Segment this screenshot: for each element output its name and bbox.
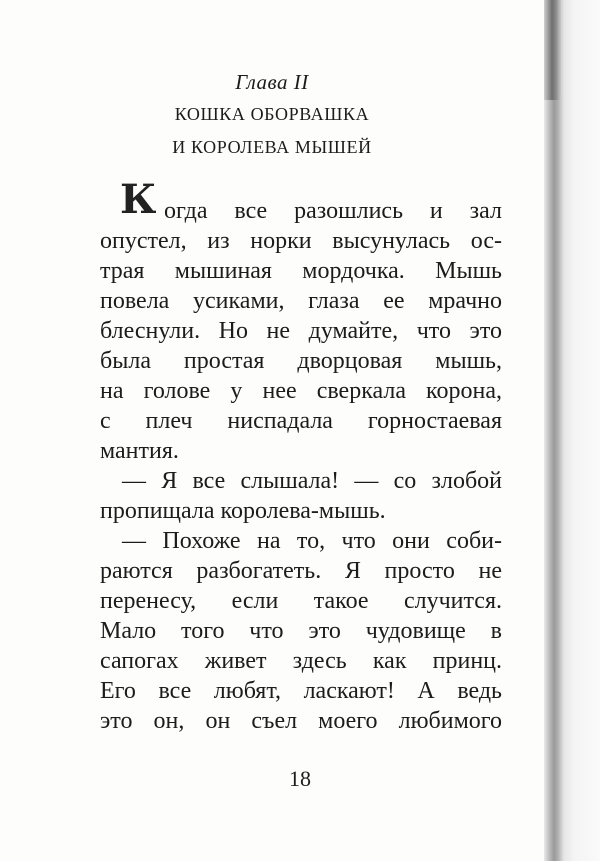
text-line-12: — Похоже на то, что они соби- — [122, 528, 502, 554]
text-line-7: на голове у нее сверкала корона, — [100, 378, 502, 404]
text-line-13: раются разбогатеть. Я просто не — [100, 558, 502, 584]
chapter-title-line-2: И КОРОЛЕВА МЫШЕЙ — [172, 137, 372, 157]
text-line-2: опустел, из норки высунулась ос- — [100, 228, 502, 254]
text-line-14: перенесу, если такое случится. — [100, 588, 502, 614]
book-spine-dark-edge — [544, 0, 562, 100]
text-line-1: огда все разошлись и зал — [164, 198, 502, 224]
text-line-4: повела усиками, глаза ее мрачно — [100, 288, 502, 314]
chapter-title-line-1: КОШКА ОБОРВАШКА — [174, 104, 370, 124]
text-line-8: с плеч ниспадала горностаевая — [100, 408, 502, 434]
drop-cap-letter: К — [120, 176, 157, 223]
text-line-6: была простая дворцовая мышь, — [100, 348, 502, 374]
book-spine-shadow — [544, 0, 600, 861]
text-line-15: Мало того что это чудовище в — [100, 618, 502, 644]
text-line-11: пропищала королева-мышь. — [100, 498, 386, 524]
text-line-9: мантия. — [100, 438, 179, 464]
text-line-10: — Я все слышала! — со злобой — [122, 468, 502, 494]
text-line-16: сапогах живет здесь как принц. — [100, 648, 502, 674]
chapter-number: Глава II — [235, 70, 309, 94]
text-line-18: это он, он съел моего любимого — [100, 708, 502, 734]
page-number: 18 — [289, 766, 311, 791]
text-line-3: трая мышиная мордочка. Мышь — [100, 258, 502, 284]
text-line-17: Его все любят, ласкают! А ведь — [100, 678, 502, 704]
text-line-5: блеснули. Но не думайте, что это — [100, 318, 502, 344]
